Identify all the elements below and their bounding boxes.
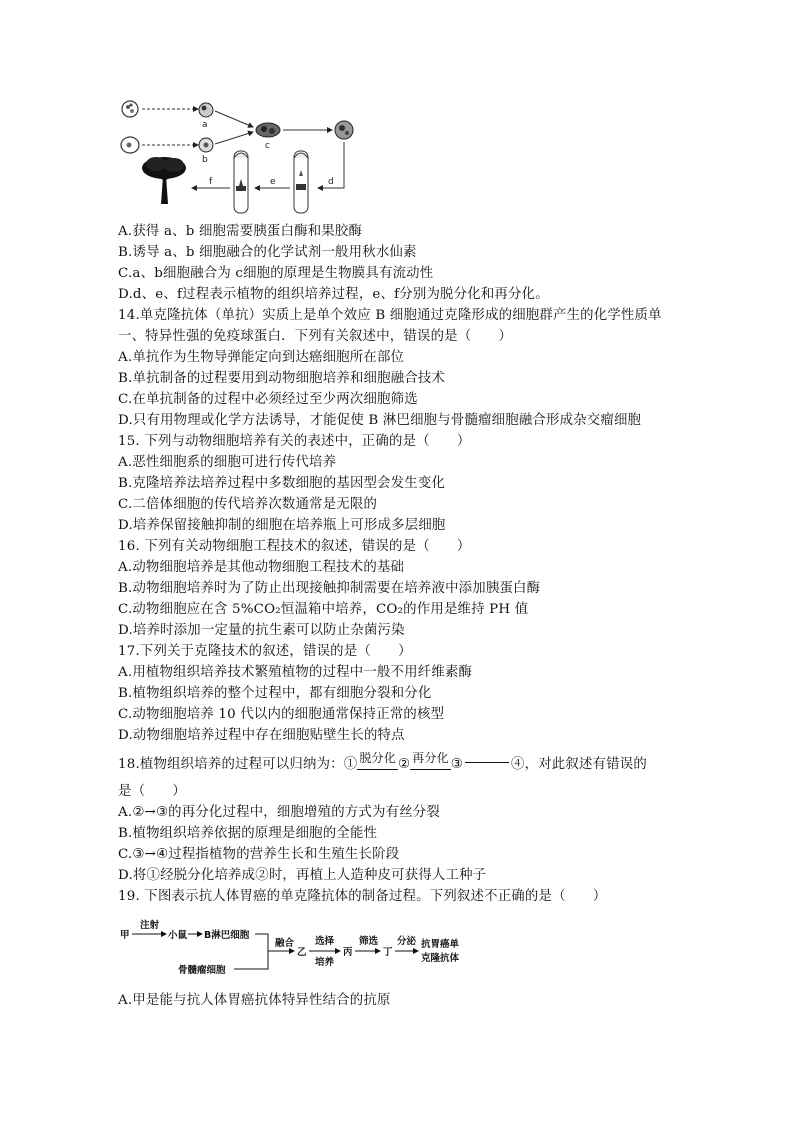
fused-cell-icon — [256, 123, 280, 137]
mouse-label: 小鼠 — [168, 930, 188, 941]
select-label: 选择 — [315, 936, 335, 947]
question-16: 16. 下列有关动物细胞工程技术的叙述，错误的是（ ） — [118, 539, 471, 554]
option-17b: B.植物组织培养的整个过程中，都有细胞分裂和分化 — [118, 686, 432, 701]
screen-label: 筛选 — [359, 936, 379, 947]
stage-2: ② — [397, 757, 411, 772]
hybrid-cell-icon — [335, 121, 353, 139]
option-15d: D.培养保留接触抑制的细胞在培养瓶上可形成多层细胞 — [118, 518, 446, 533]
option-15a: A.恶性细胞系的细胞可进行传代培养 — [118, 455, 337, 470]
question-14: 14.单克隆抗体（单抗）实质上是单个效应 B 细胞通过克隆形成的细胞群产生的化学性质单 — [118, 308, 662, 323]
culture-label: 培养 — [315, 957, 335, 968]
option-14c: C.在单抗制备的过程中必须经过至少两次细胞筛选 — [118, 392, 418, 407]
q18-suffix: ，对此叙述有错误的 — [524, 757, 647, 772]
antibody-label-2: 克隆抗体 — [421, 953, 460, 964]
fusion-label: 融合 — [275, 938, 295, 949]
option-14a: A.单抗作为生物导弹能定向到达癌细胞所在部位 — [118, 350, 405, 365]
option-18b: B.植物组织培养依据的原理是细胞的全能性 — [118, 826, 378, 841]
question-19: 19. 下图表示抗人体胃癌的单克隆抗体的制备过程。下列叙述不正确的是（ ） — [118, 889, 607, 904]
dedifferentiation-label: 脱分化 — [359, 751, 396, 765]
antigen-jia: 甲 — [120, 930, 130, 941]
protoplast-icon — [199, 103, 213, 117]
label-d: d — [328, 177, 334, 187]
tree-icon — [142, 157, 186, 204]
option-16b: B.动物细胞培养时为了防止出现接触抑制需要在培养液中添加胰蛋白酶 — [118, 581, 541, 596]
label-f: f — [209, 177, 213, 187]
ding-label: 丁 — [383, 947, 393, 958]
label-e: e — [270, 177, 276, 187]
option-18a: A.②→③的再分化过程中，细胞增殖的方式为有丝分裂 — [118, 805, 440, 820]
option-18c: C.③→④过程指植物的营养生长和生殖生长阶段 — [118, 847, 400, 862]
cell-fusion-diagram — [118, 96, 358, 218]
label-b: b — [202, 155, 208, 165]
label-a: a — [202, 120, 208, 130]
inject-label: 注射 — [140, 920, 160, 931]
dedifferentiation-arrow — [357, 751, 398, 775]
option-14d: D.只有用物理或化学方法诱导，才能促使 B 淋巴细胞与骨髓瘤细胞融合形成杂交瘤细胞 — [118, 413, 642, 428]
antibody-process-diagram — [118, 915, 478, 985]
stage-4: ④ — [511, 757, 525, 772]
secrete-label: 分泌 — [397, 936, 417, 947]
option-13d: D.d、e、f过程表示植物的组织培养过程，e、f分别为脱分化和再分化。 — [118, 287, 549, 302]
option-18d: D.将①经脱分化培养成②时，再植上人造种皮可获得人工种子 — [118, 868, 487, 883]
protoplast-icon — [199, 138, 213, 152]
cell-icon — [122, 101, 138, 117]
q18-prefix: 18.植物组织培养的过程可以归纳为： — [118, 757, 344, 772]
option-13a: A.获得 a、b 细胞需要胰蛋白酶和果胶酶 — [118, 224, 363, 239]
option-15b: B.克隆培养法培养过程中多数细胞的基因型会发生变化 — [118, 476, 446, 491]
cell-icon — [121, 137, 139, 153]
option-17a: A.用植物组织培养技术繁殖植物的过程中一般不用纤维素酶 — [118, 665, 473, 680]
redifferentiation-label: 再分化 — [412, 751, 449, 765]
stage-3: ③ — [450, 757, 464, 772]
option-14b: B.单抗制备的过程要用到动物细胞培养和细胞融合技术 — [118, 371, 446, 386]
option-17c: C.动物细胞培养 10 代以内的细胞通常保持正常的核型 — [118, 707, 445, 722]
culture-tube-icon — [294, 151, 308, 213]
option-17d: D.动物细胞培养过程中存在细胞贴壁生长的特点 — [118, 728, 405, 743]
question-14-cont: 一、特异性强的免疫球蛋白．下列有关叙述中，错误的是（ ） — [118, 329, 513, 344]
option-16a: A.动物细胞培养是其他动物细胞工程技术的基础 — [118, 560, 405, 575]
option-19a: A.甲是能与抗人体胃癌抗体特异性结合的抗原 — [118, 993, 391, 1008]
option-15c: C.二倍体细胞的传代培养次数通常是无限的 — [118, 497, 378, 512]
question-18-cont: 是（ ） — [118, 784, 186, 799]
arrow-3-4 — [465, 762, 509, 763]
question-18 — [118, 751, 647, 775]
bing-label: 丙 — [343, 947, 353, 958]
stage-1: ① — [343, 757, 358, 772]
label-c: c — [265, 141, 270, 151]
yi-label: 乙 — [297, 947, 307, 958]
antibody-label-1: 抗胃癌单 — [421, 939, 460, 950]
redifferentiation-arrow — [410, 751, 451, 775]
question-15: 15. 下列与动物细胞培养有关的表述中，正确的是（ ） — [118, 434, 471, 449]
question-17: 17.下列关于克隆技术的叙述，错误的是（ ） — [118, 644, 412, 659]
culture-tube-icon — [234, 151, 248, 213]
option-13b: B.诱导 a、b 细胞融合的化学试剂一般用秋水仙素 — [118, 245, 417, 260]
option-13c: C.a、b细胞融合为 c细胞的原理是生物膜具有流动性 — [118, 266, 434, 281]
b-lymphocyte-label: B淋巴细胞 — [204, 930, 250, 941]
option-16c: C.动物细胞应在含 5%CO₂恒温箱中培养，CO₂的作用是维持 PH 值 — [118, 602, 529, 617]
option-16d: D.培养时添加一定量的抗生素可以防止杂菌污染 — [118, 623, 405, 638]
myeloma-cell-label: 骨髓瘤细胞 — [178, 965, 226, 976]
